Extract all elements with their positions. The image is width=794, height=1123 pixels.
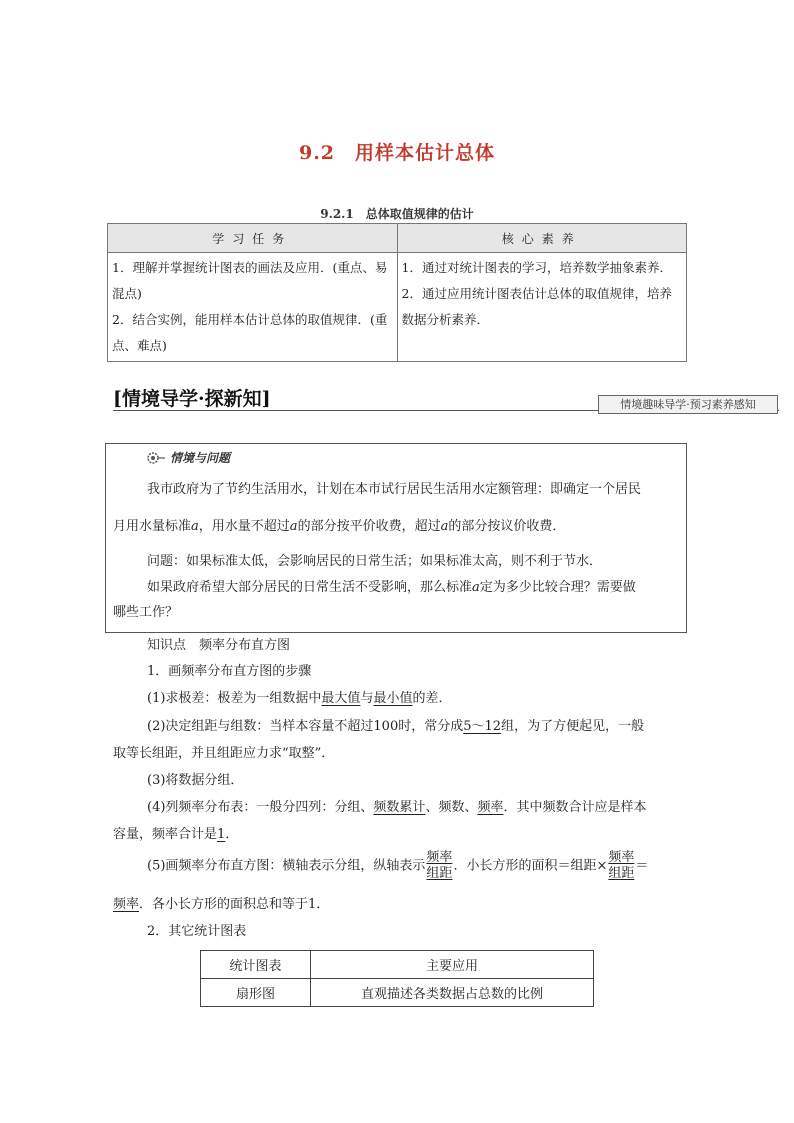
scenario-para1-line2: 月用水量标准a，用水量不超过a的部分按平价收费，超过a的部分按议价收费． [113, 519, 566, 534]
scenario-heading-label: 情境与问题 [170, 451, 231, 465]
gear-icon [146, 451, 166, 465]
scenario-para2: 问题：如果标准太低，会影响居民的日常生活；如果标准太高，则不利于节水． [147, 554, 603, 569]
scenario-box [105, 443, 687, 633]
step-5-line2: 频率．各小长方形的面积总和等于1． [113, 897, 330, 912]
other-charts-table [200, 950, 594, 1007]
scenario-heading [146, 449, 230, 466]
step-1: (1)求极差：极差为一组数据中最大值与最小值的差． [147, 691, 452, 706]
section-tag: 情境趣味导学·预习素养感知 [598, 395, 778, 414]
literacy-item: 1．通过对统计图表的学习，培养数学抽象素养． [401, 260, 672, 275]
other-table-cell: 扇形图 [201, 979, 311, 1007]
task-item: 2．结合实例，能用样本估计总体的取值规律．(重点、难点) [112, 312, 388, 353]
step-4-line1: (4)列频率分布表：一般分四列：分组、频数累计、频数、频率．其中频数合计应是样本 [147, 800, 647, 815]
task-item: 1．理解并掌握统计图表的画法及应用．(重点、易混点) [112, 260, 388, 301]
other-table-cell: 直观描述各类数据占总数的比例 [311, 979, 594, 1007]
step-3: (3)将数据分组． [147, 773, 244, 788]
fraction-freq-over-width: $\frac{\text{频率}}{\text{组距}}$ [608, 850, 635, 881]
section-heading: [情境导学·探新知] [113, 388, 271, 410]
objectives-literacy-cell [397, 253, 687, 362]
step-2-line1: (2)决定组距与组数：当样本容量不超过100时，常分成5～12组，为了方便起见，一般 [147, 719, 645, 734]
other-table-header: 主要应用 [311, 951, 594, 979]
objectives-tasks-cell [108, 253, 398, 362]
step-4-line2: 容量，频率合计是1． [113, 827, 239, 842]
step-5-line1: (5)画频率分布直方图：横轴表示分组，纵轴表示 $\frac{\text{频率}}{\text{组距}}$ ．小长方形的面积＝组距× $\frac{\text{频率}}{\text{组距}}$ ＝ [147, 850, 649, 881]
objectives-header-tasks: 学习任务 [108, 224, 398, 253]
scenario-para1-line1: 我市政府为了节约生活用水，计划在本市试行居民生活用水定额管理：即确定一个居民 [147, 482, 642, 497]
literacy-item: 2．通过应用统计图表估计总体的取值规律，培养数据分析素养． [401, 286, 672, 327]
scenario-para3-line2: 哪些工作？ [113, 605, 179, 620]
step-2-line2: 取等长组距，并且组距应力求“取整”． [113, 746, 335, 761]
fraction-freq-over-width: $\frac{\text{频率}}{\text{组距}}$ [426, 850, 453, 881]
objectives-header-literacy: 核心素养 [397, 224, 687, 253]
scenario-para3-line1: 如果政府希望大部分居民的日常生活不受影响，那么标准a定为多少比较合理？需要做 [147, 580, 636, 595]
other-charts-title: 2．其它统计图表 [147, 924, 247, 939]
steps-title: 1．画频率分布直方图的步骤 [147, 664, 312, 679]
knowledge-heading: 知识点 频率分布直方图 [147, 638, 291, 653]
page-title: 9.2 用样本估计总体 [298, 142, 496, 164]
other-table-header: 统计图表 [201, 951, 311, 979]
section-subtitle: 9.2.1 总体取值规律的估计 [320, 207, 474, 221]
objectives-table [107, 223, 687, 362]
